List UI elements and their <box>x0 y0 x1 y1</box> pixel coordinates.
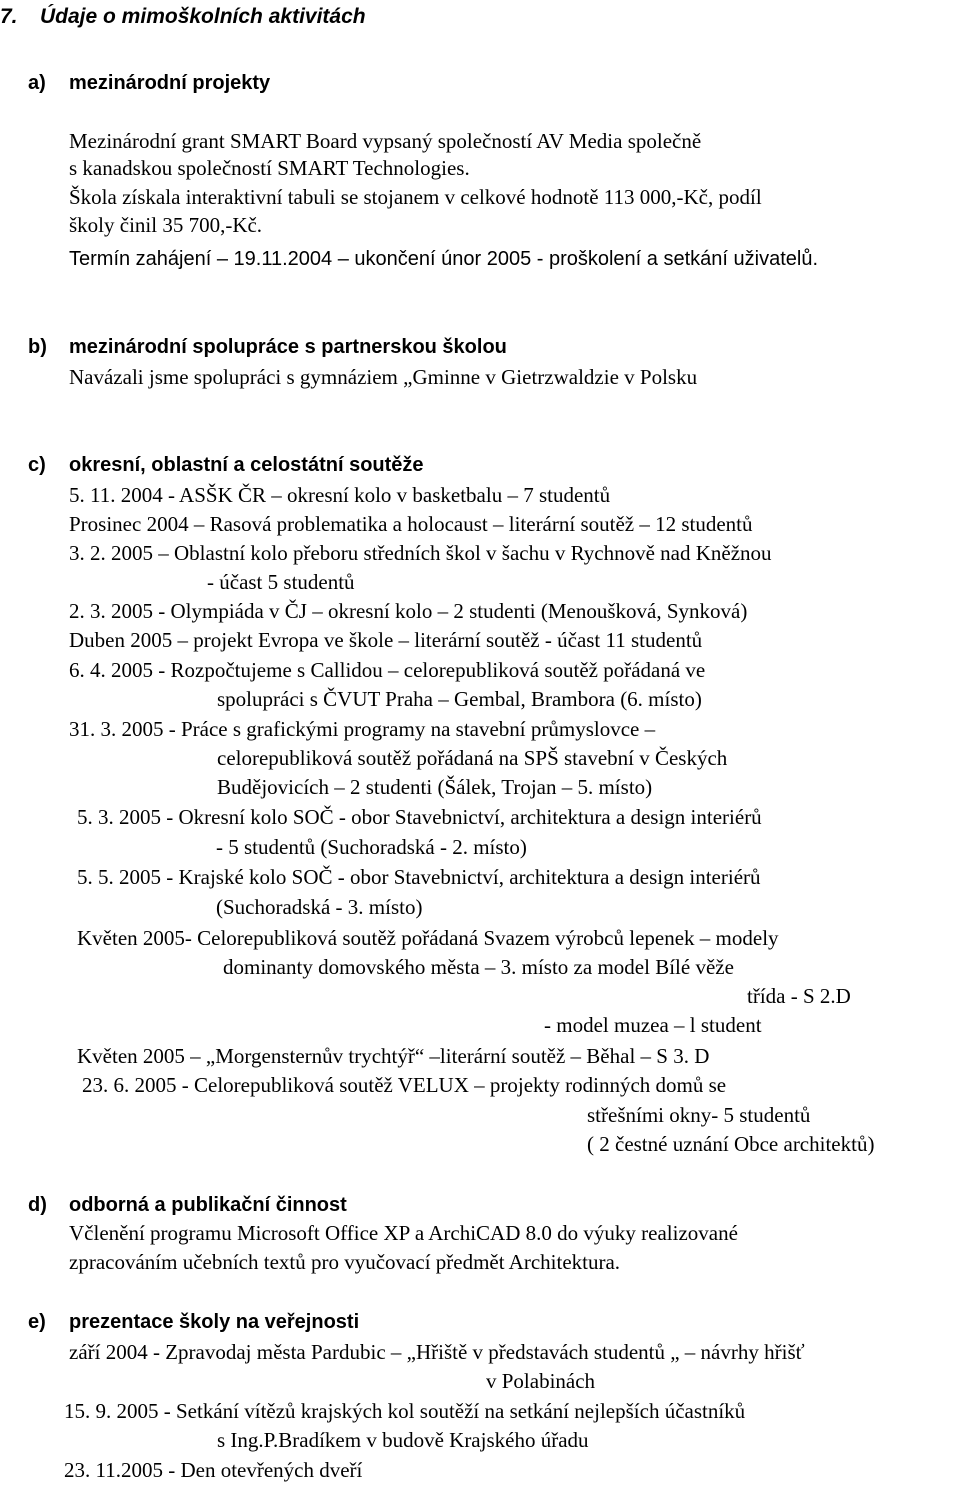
section-b-label: b) <box>28 336 47 358</box>
section-e-label: e) <box>28 1311 46 1333</box>
section-e-line: 15. 9. 2005 - Setkání vítězů krajských kol soutěží na setkání nejlepších účastníků <box>64 1399 746 1423</box>
section-c-line: - 5 studentů (Suchoradská - 2. místo) <box>216 835 527 859</box>
section-e-line: s Ing.P.Bradíkem v budově Krajského úřadu <box>217 1428 589 1452</box>
section-c-line: 3. 2. 2005 – Oblastní kolo přeboru středních škol v šachu v Rychnově nad Kněžnou <box>69 541 772 565</box>
section-a-line: Škola získala interaktivní tabuli se stojanem v celkové hodnotě 113 000,-Kč, podíl <box>69 185 762 209</box>
section-c-line: 31. 3. 2005 - Práce s grafickými programy na stavební průmyslovce – <box>69 717 656 741</box>
section-e-line: v Polabinách <box>486 1369 596 1393</box>
section-a-line: s kanadskou společností SMART Technologies. <box>69 156 470 180</box>
section-b-title: mezinárodní spolupráce s partnerskou školou <box>69 336 507 358</box>
section-c-line: Budějovicích – 2 studenti (Šálek, Trojan – 5. místo) <box>217 775 653 799</box>
section-c-line: Duben 2005 – projekt Evropa ve škole – literární soutěž - účast 11 studentů <box>69 628 703 652</box>
section-a-line: Termín zahájení – 19.11.2004 – ukončení únor 2005 - proškolení a setkání uživatelů. <box>69 248 819 270</box>
section-a-line: školy činil 35 700,-Kč. <box>69 213 263 237</box>
section-number: 7. <box>0 5 18 28</box>
section-c-line: 6. 4. 2005 - Rozpočtujeme s Callidou – celorepubliková soutěž pořádaná ve <box>69 658 706 682</box>
section-c-line: střešními okny- 5 studentů <box>587 1103 811 1127</box>
section-c-line: 2. 3. 2005 - Olympiáda v ČJ – okresní kolo – 2 studenti (Menoušková, Synková) <box>69 599 748 623</box>
section-e-line: 23. 11.2005 - Den otevřených dveří <box>64 1458 363 1482</box>
section-d-label: d) <box>28 1194 47 1216</box>
section-a-label: a) <box>28 72 46 94</box>
section-e-title: prezentace školy na veřejnosti <box>69 1311 360 1333</box>
section-b-line: Navázali jsme spolupráci s gymnáziem „Gminne v Gietrzwaldzie v Polsku <box>69 365 698 389</box>
section-c-line: - účast 5 studentů <box>207 570 355 594</box>
section-c-line: 5. 5. 2005 - Krajské kolo SOČ - obor Stavebnictví, architektura a design interiérů <box>77 865 761 889</box>
section-d-line: zpracováním učebních textů pro vyučovací předmět Architektura. <box>69 1250 621 1274</box>
section-c-line: 23. 6. 2005 - Celorepubliková soutěž VELUX – projekty rodinných domů se <box>82 1073 727 1097</box>
section-c-line: Květen 2005 – „Morgensternův trychtýř“ –literární soutěž – Běhal – S 3. D <box>77 1044 710 1068</box>
section-c-label: c) <box>28 454 46 476</box>
section-a-title: mezinárodní projekty <box>69 72 271 94</box>
section-c-line: 5. 11. 2004 - ASŠK ČR – okresní kolo v basketbalu – 7 studentů <box>69 483 611 507</box>
section-a-line: Mezinárodní grant SMART Board vypsaný společností AV Media společně <box>69 129 702 153</box>
section-c-line: - model muzea – l student <box>544 1013 762 1037</box>
section-c-line: 5. 3. 2005 - Okresní kolo SOČ - obor Stavebnictví, architektura a design interiérů <box>77 805 762 829</box>
section-d-title: odborná a publikační činnost <box>69 1194 347 1216</box>
section-d-line: Včlenění programu Microsoft Office XP a ArchiCAD 8.0 do výuky realizované <box>69 1221 738 1245</box>
section-c-line: třída - S 2.D <box>747 984 851 1008</box>
section-c-line: dominanty domovského města – 3. místo za model Bílé věže <box>223 955 734 979</box>
section-c-line: ( 2 čestné uznání Obce architektů) <box>587 1132 875 1156</box>
section-c-line: Květen 2005- Celorepubliková soutěž pořádaná Svazem výrobců lepenek – modely <box>77 926 779 950</box>
section-c-title: okresní, oblastní a celostátní soutěže <box>69 454 424 476</box>
section-c-line: Prosinec 2004 – Rasová problematika a holocaust – literární soutěž – 12 studentů <box>69 512 753 536</box>
section-title: Údaje o mimoškolních aktivitách <box>40 5 366 28</box>
section-e-line: září 2004 - Zpravodaj města Pardubic – „Hřiště v představách studentů „ – návrhy hřišť <box>69 1340 805 1364</box>
section-c-line: celorepubliková soutěž pořádaná na SPŠ stavební v Českých <box>217 746 728 770</box>
section-c-line: (Suchoradská - 3. místo) <box>216 895 423 919</box>
section-c-line: spolupráci s ČVUT Praha – Gembal, Brambora (6. místo) <box>217 687 702 711</box>
